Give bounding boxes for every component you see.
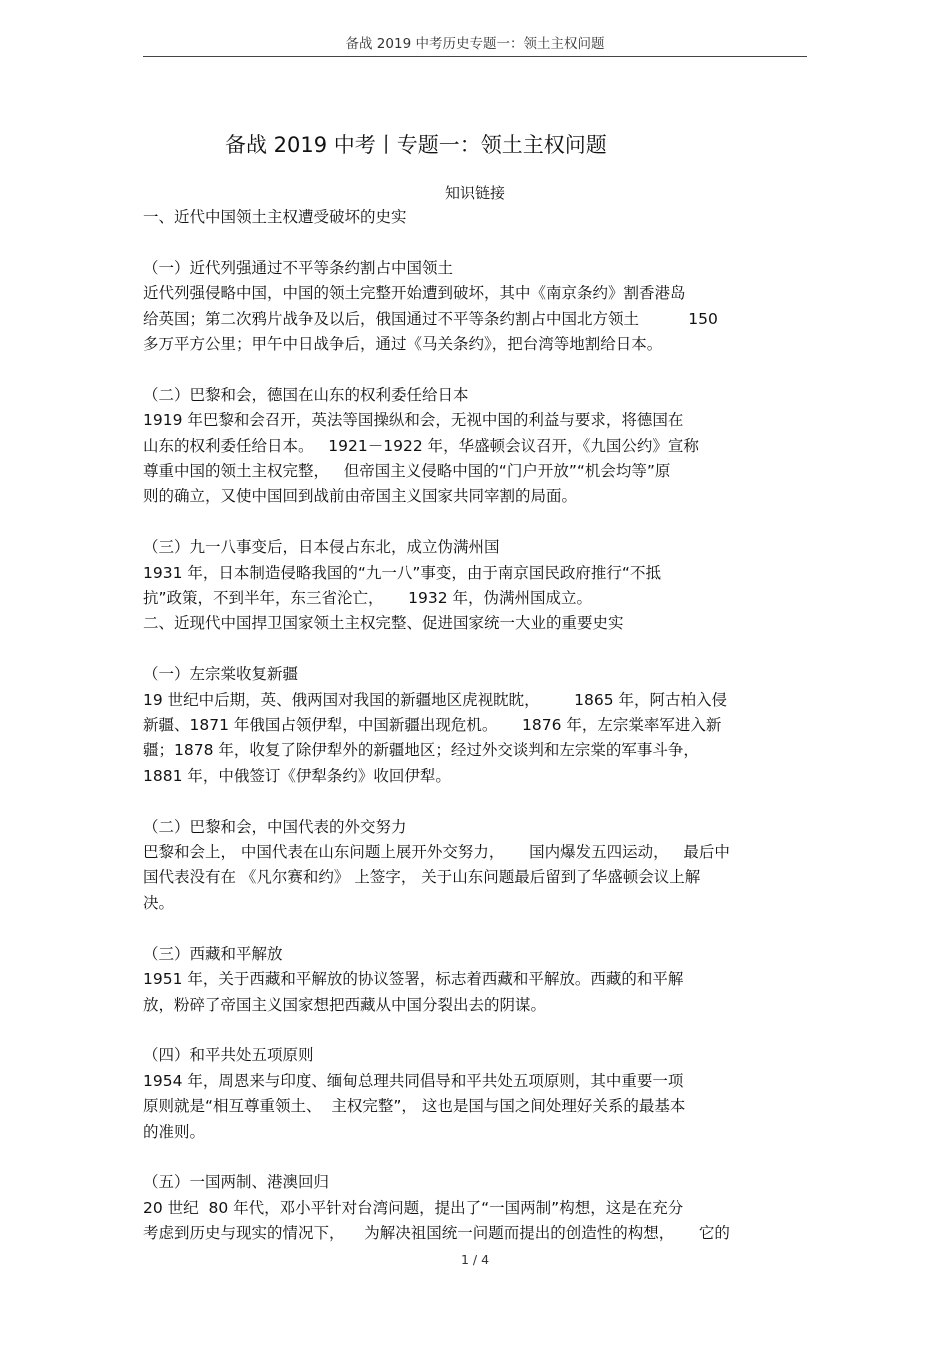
- paragraph-line: 原则就是“相互尊重领土、 主权完整”， 这也是国与国之间处理好关系的最基本: [143, 1097, 686, 1116]
- paragraph-line: 1881 年，中俄签订《伊犁条约》收回伊犁。: [143, 766, 451, 785]
- subsection-heading: （二）巴黎和会，中国代表的外交努力: [143, 817, 407, 836]
- subsection-heading: （三）九一八事变后，日本侵占东北，成立伪满州国: [143, 538, 500, 557]
- subsection-heading: （三）西藏和平解放: [143, 944, 283, 963]
- paragraph-line: 1931 年，日本制造侵略我国的“九一八”事变，由于南京国民政府推行“不抵: [143, 563, 661, 582]
- running-header: 备战 2019 中考历史专题一：领土主权问题: [345, 36, 605, 52]
- paragraph-line: 多万平方公里；甲午中日战争后，通过《马关条约》，把台湾等地割给日本。: [143, 335, 663, 354]
- subsection-heading: （一）左宗棠收复新疆: [143, 665, 299, 684]
- paragraph-line: 山东的权利委任给日本。 1921－1922 年，华盛顿会议召开，《九国公约》宣称: [143, 436, 699, 455]
- paragraph-line: 的准则。: [143, 1122, 206, 1141]
- paragraph-line: 给英国；第二次鸦片战争及以后，俄国通过不平等条约割占中国北方领土 150: [143, 309, 718, 328]
- section-heading: 二、近现代中国捍卫国家领土主权完整、促进国家统一大业的重要史实: [143, 614, 624, 633]
- paragraph-line: 决。: [143, 893, 175, 912]
- paragraph-line: 新疆、1871 年俄国占领伊犁，中国新疆出现危机。 1876 年，左宗棠率军进入新: [143, 716, 722, 735]
- paragraph-line: 19 世纪中后期，英、俄两国对我国的新疆地区虎视眈眈， 1865 年，阿古柏入侵: [143, 690, 728, 709]
- paragraph-line: 20 世纪 80 年代，邓小平针对台湾问题，提出了“一国两制”构想，这是在充分: [143, 1198, 684, 1217]
- paragraph-line: 考虑到历史与现实的情况下， 为解决祖国统一问题而提出的创造性的构想， 它的: [143, 1224, 730, 1243]
- paragraph-line: 近代列强侵略中国，中国的领土完整开始遭到破坏，其中《南京条约》割香港岛: [143, 284, 686, 303]
- paragraph-line: 抗”政策，不到半年，东三省沦亡， 1932 年，伪满州国成立。: [143, 589, 593, 608]
- paragraph-line: 巴黎和会上， 中国代表在山东问题上展开外交努力， 国内爆发五四运动， 最后中: [143, 843, 730, 862]
- paragraph-line: 1951 年，关于西藏和平解放的协议签署，标志着西藏和平解放。西藏的和平解: [143, 970, 684, 989]
- subsection-heading: （二）巴黎和会，德国在山东的权利委任给日本: [143, 385, 469, 404]
- document-body: [143, 205, 807, 1247]
- paragraph-line: 疆；1878 年，收复了除伊犁外的新疆地区；经过外交谈判和左宗棠的军事斗争，: [143, 741, 699, 760]
- subsection-heading: （四）和平共处五项原则: [143, 1046, 314, 1065]
- paragraph-line: 放，粉碎了帝国主义国家想把西藏从中国分裂出去的阴谋。: [143, 995, 547, 1014]
- subsection-heading: （一）近代列强通过不平等条约割占中国领土: [143, 258, 454, 277]
- paragraph-line: 尊重中国的领土主权完整， 但帝国主义侵略中国的“门户开放”“机会均等”原: [143, 462, 671, 481]
- paragraph-line: 国代表没有在 《凡尔赛和约》 上签字， 关于山东问题最后留到了华盛顿会议上解: [143, 868, 701, 887]
- paragraph-line: 1954 年，周恩来与印度、缅甸总理共同倡导和平共处五项原则，其中重要一项: [143, 1071, 684, 1090]
- page-number: 1 / 4: [460, 1252, 490, 1267]
- section-subtitle: 知识链接: [444, 184, 505, 202]
- document-title: 备战 2019 中考丨专题一：领土主权问题: [225, 133, 607, 157]
- subsection-heading: （五）一国两制、港澳回归: [143, 1173, 330, 1192]
- paragraph-line: 1919 年巴黎和会召开，英法等国操纵和会，无视中国的利益与要求，将德国在: [143, 411, 684, 430]
- header-divider: [143, 56, 807, 57]
- section-heading: 一、近代中国领土主权遭受破坏的史实: [143, 208, 407, 226]
- paragraph-line: 则的确立，又使中国回到战前由帝国主义国家共同宰割的局面。: [143, 487, 578, 506]
